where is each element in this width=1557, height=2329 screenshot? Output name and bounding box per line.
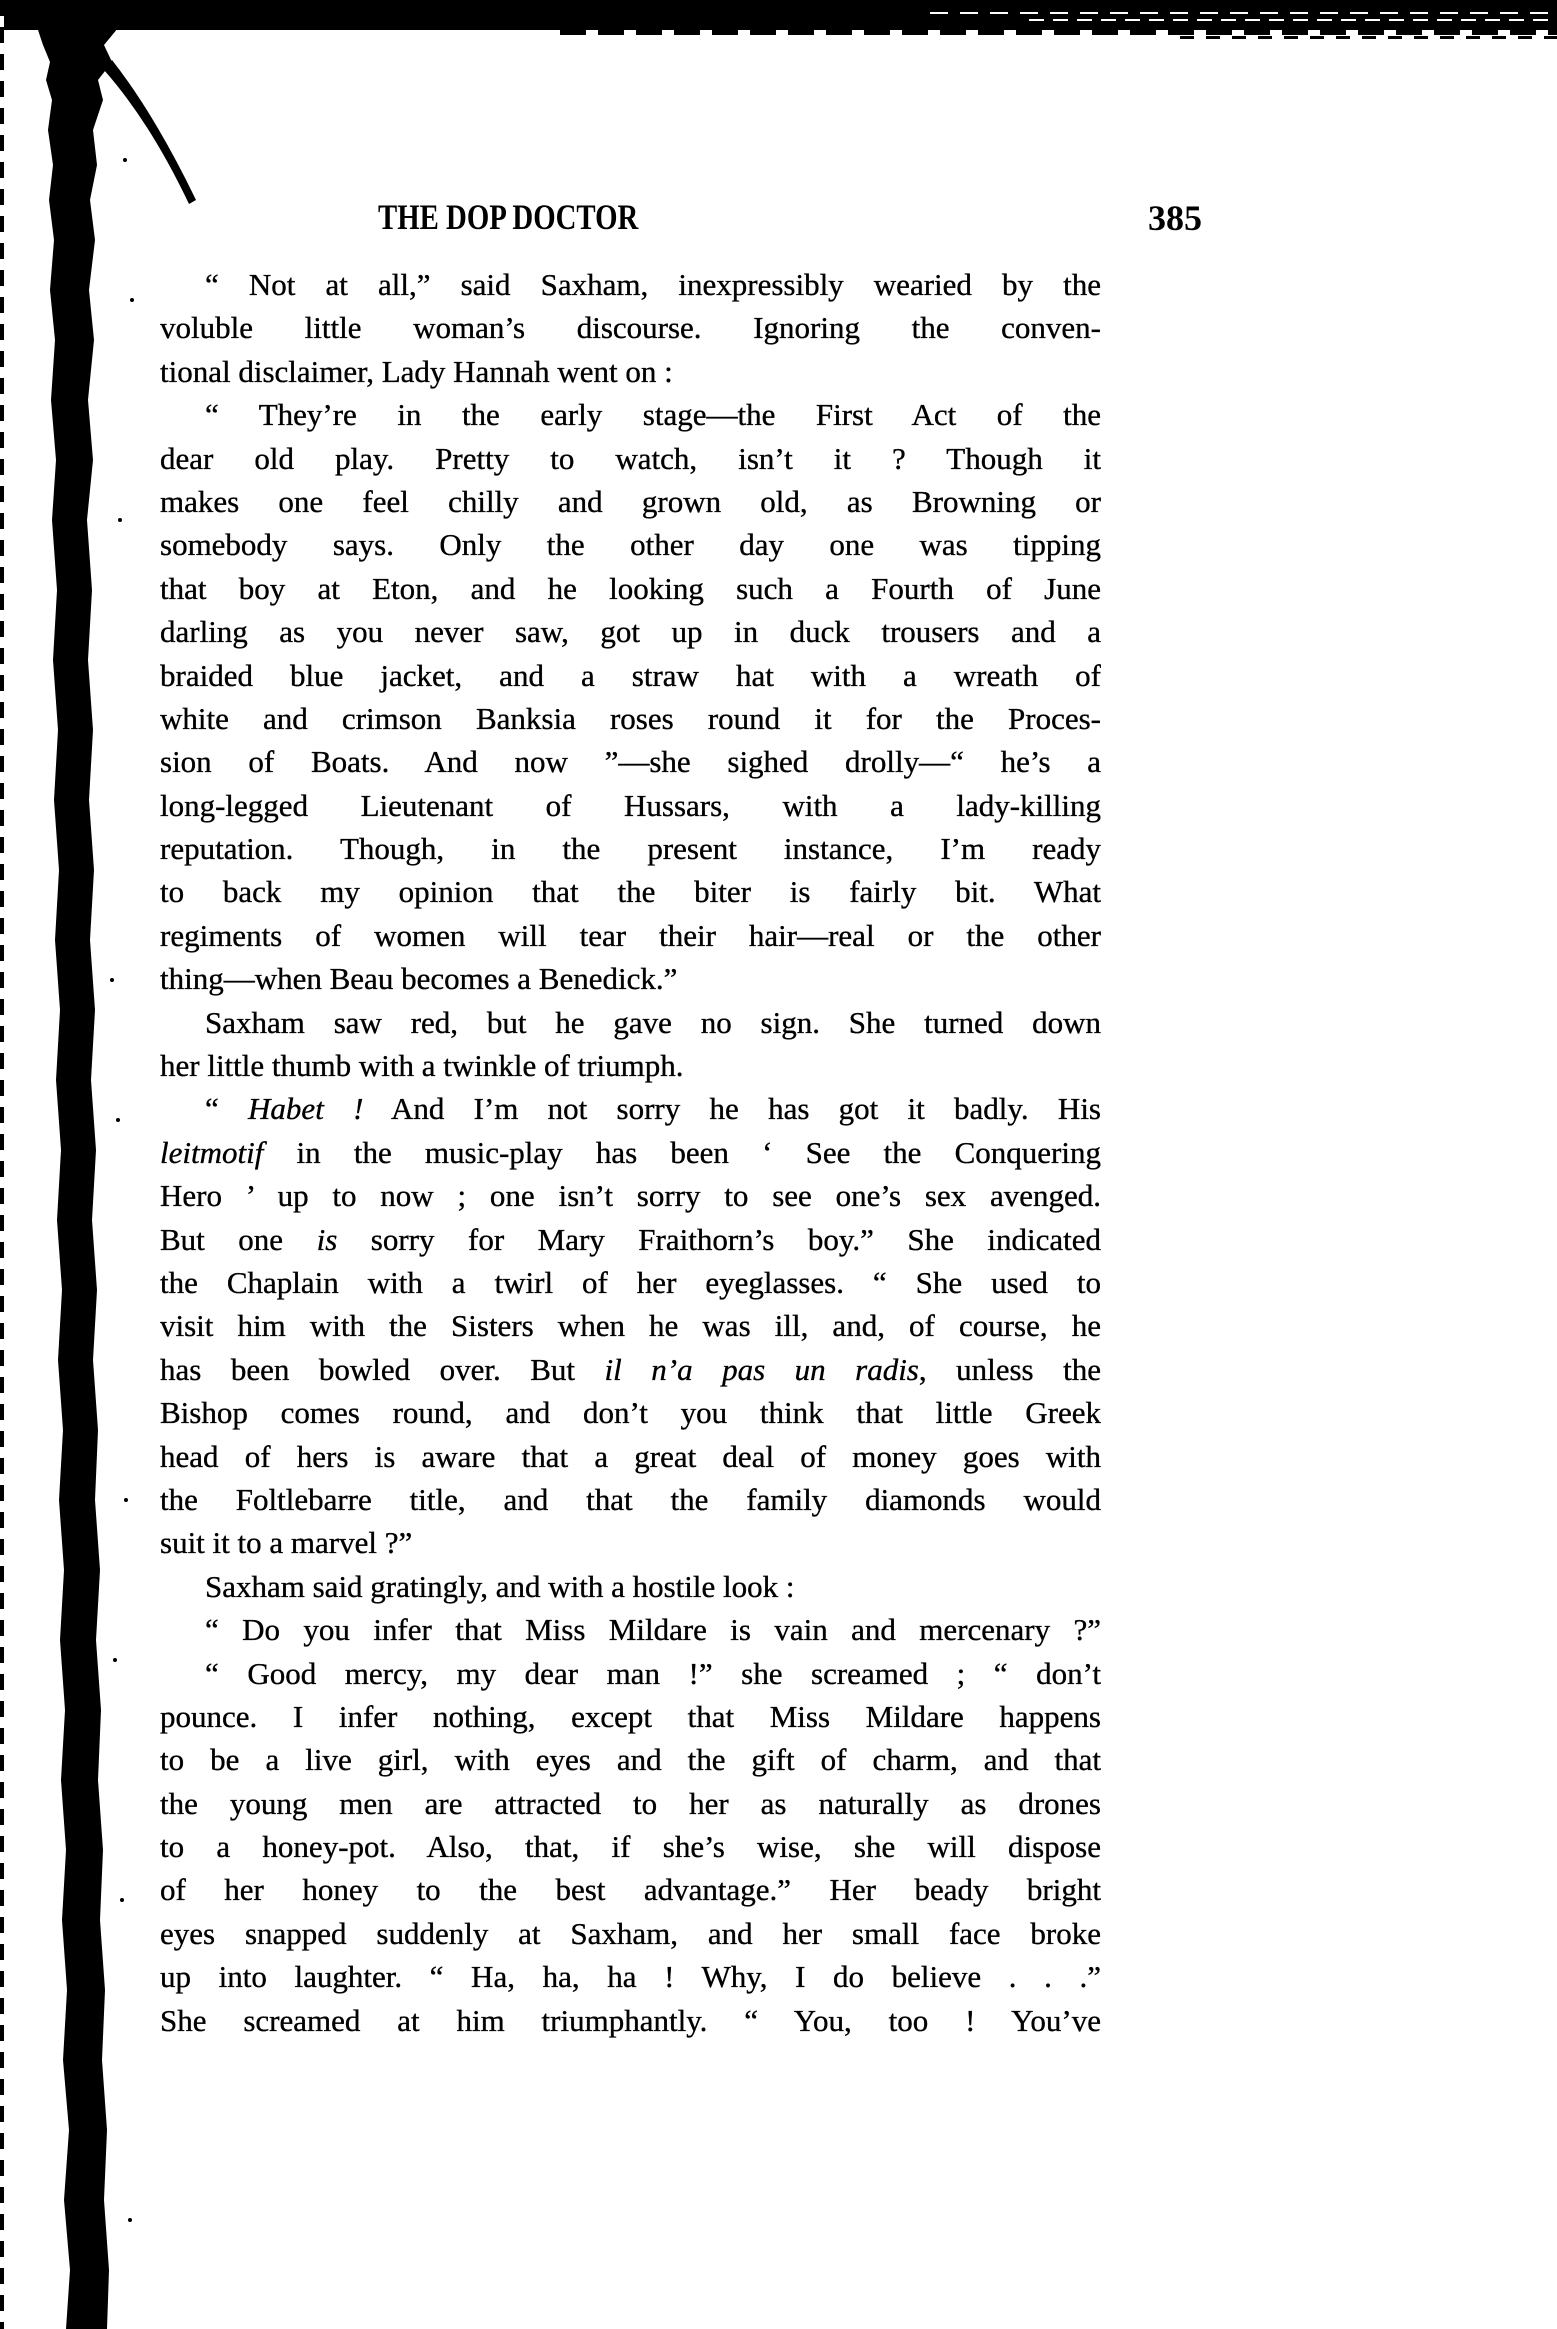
text-segment: “ They’re in the early stage—the First Act of the <box>205 397 1101 433</box>
text-segment: the Foltlebarre title, and that the family diamonds would <box>160 1481 1101 1517</box>
text-segment: “ Not at all,” said Saxham, inexpressibly wearied by the <box>205 267 1101 302</box>
text-segment: that boy at Eton, and he looking such a Fourth of June <box>160 570 1101 606</box>
text-segment: “ Do you infer that Miss Mildare is vain and mercenary ?” <box>205 1612 1101 1648</box>
text-segment: her little thumb with a twinkle of triumph. <box>160 1048 684 1084</box>
text-segment: dear old play. Pretty to watch, isn’t it ? Though it <box>160 440 1101 476</box>
italic-text-segment: leitmotif <box>160 1134 264 1170</box>
text-line <box>160 437 1101 480</box>
text-line <box>160 1348 1101 1391</box>
text-segment: sion of Boats. And now ”—she sighed drolly—“ he’s a <box>160 744 1101 780</box>
scan-top-white-streak <box>1020 19 1557 21</box>
text-segment: up into laughter. “ Ha, ha, ha ! Why, I do believe . . .” <box>160 1959 1101 1995</box>
text-line <box>160 480 1101 523</box>
text-line <box>160 1695 1101 1738</box>
scan-top-edge-ragged-artifact <box>560 29 1557 35</box>
text-line <box>160 827 1101 870</box>
text-segment: to be a live girl, with eyes and the gift of charm, and that <box>160 1742 1101 1778</box>
text-line <box>160 263 1101 306</box>
text-line <box>160 1608 1101 1651</box>
text-segment: darling as you never saw, got up in duck trousers and a <box>160 614 1101 650</box>
text-line <box>160 1087 1101 1130</box>
text-line <box>160 1131 1101 1174</box>
text-line <box>160 1782 1101 1825</box>
text-line <box>160 1478 1101 1521</box>
text-line <box>160 306 1101 349</box>
page-number: 385 <box>1148 198 1202 238</box>
text-segment: in the music-play has been ‘ See the Conquering <box>263 1134 1101 1170</box>
text-segment: Saxham said gratingly, and with a hostile look : <box>205 1568 795 1604</box>
text-segment: head of hers is aware that a great deal of money goes with <box>160 1438 1101 1474</box>
text-segment: sorry for Mary Fraithorn’s boy.” She indicated <box>337 1221 1101 1257</box>
page-header-title: THE DOP DOCTOR <box>378 197 639 237</box>
text-segment: And I’m not sorry he has got it badly. His <box>363 1091 1101 1127</box>
text-segment: long-legged Lieutenant of Hussars, with a lady-killing <box>160 787 1101 823</box>
text-segment: thing—when Beau becomes a Benedick.” <box>160 961 678 997</box>
text-line <box>160 1261 1101 1304</box>
text-segment: visit him with the Sisters when he was ill, and, of course, he <box>160 1308 1101 1344</box>
text-line <box>160 1044 1101 1087</box>
text-segment: , unless the <box>918 1351 1101 1387</box>
text-line <box>160 1304 1101 1347</box>
text-line <box>160 523 1101 566</box>
text-line <box>160 610 1101 653</box>
text-segment: pounce. I infer nothing, except that Miss Mildare happens <box>160 1698 1101 1734</box>
page-text-block <box>160 263 1101 2042</box>
text-line <box>160 1825 1101 1868</box>
text-segment: of her honey to the best advantage.” Her beady bright <box>160 1872 1101 1908</box>
italic-text-segment: Habet ! <box>248 1091 364 1127</box>
text-line <box>160 567 1101 610</box>
text-segment: makes one feel chilly and grown old, as Browning or <box>160 483 1101 519</box>
text-line <box>160 1218 1101 1261</box>
text-segment: the young men are attracted to her as naturally as drones <box>160 1785 1101 1821</box>
text-segment: But one <box>160 1221 317 1257</box>
text-line <box>160 393 1101 436</box>
text-segment: Bishop comes round, and don’t you think that little Greek <box>160 1395 1101 1431</box>
italic-text-segment: is <box>316 1221 338 1257</box>
text-line <box>160 784 1101 827</box>
text-segment: She screamed at him triumphantly. “ You, too ! You’ve <box>160 2002 1101 2038</box>
text-line <box>160 1652 1101 1695</box>
text-line <box>160 914 1101 957</box>
text-segment: braided blue jacket, and a straw hat with a wreath of <box>160 657 1101 693</box>
text-segment: has been bowled over. But <box>160 1351 605 1387</box>
text-segment: Saxham saw red, but he gave no sign. She turned down <box>205 1004 1101 1040</box>
text-segment: reputation. Though, in the present instance, I’m ready <box>160 831 1101 867</box>
text-line <box>160 1738 1101 1781</box>
text-segment: voluble little woman’s discourse. Ignoring the conven- <box>160 310 1101 346</box>
text-line <box>160 1174 1101 1217</box>
scan-top-edge-artifact <box>0 0 1557 30</box>
text-line <box>160 1999 1101 2042</box>
text-segment: “ <box>205 1091 249 1127</box>
text-line <box>160 1868 1101 1911</box>
text-line <box>160 654 1101 697</box>
text-line <box>160 1391 1101 1434</box>
text-line <box>160 350 1101 393</box>
text-segment: suit it to a marvel ?” <box>160 1525 413 1561</box>
scan-top-edge-dash-artifact <box>1180 36 1557 39</box>
text-segment: regiments of women will tear their hair—real or the other <box>160 917 1101 953</box>
text-segment: the Chaplain with a twirl of her eyeglasses. “ She used to <box>160 1264 1101 1300</box>
text-segment: to back my opinion that the biter is fairly bit. What <box>160 874 1101 910</box>
text-line <box>160 1001 1101 1044</box>
text-segment: to a honey-pot. Also, that, if she’s wise, she will dispose <box>160 1829 1101 1865</box>
text-line <box>160 740 1101 783</box>
text-segment: Hero ’ up to now ; one isn’t sorry to see one’s sex avenged. <box>160 1178 1101 1214</box>
text-segment: “ Good mercy, my dear man !” she screamed ; “ don’t <box>205 1655 1101 1691</box>
text-line <box>160 870 1101 913</box>
italic-text-segment: il n’a pas un radis <box>604 1351 919 1387</box>
text-line <box>160 1955 1101 1998</box>
text-line <box>160 697 1101 740</box>
text-line <box>160 1912 1101 1955</box>
text-segment: somebody says. Only the other day one was tipping <box>160 527 1101 563</box>
scan-top-white-streak <box>930 12 1557 14</box>
text-segment: eyes snapped suddenly at Saxham, and her small face broke <box>160 1915 1101 1951</box>
text-line <box>160 957 1101 1000</box>
text-line <box>160 1435 1101 1478</box>
text-line <box>160 1565 1101 1608</box>
text-line <box>160 1521 1101 1564</box>
text-segment: tional disclaimer, Lady Hannah went on : <box>160 353 673 389</box>
text-segment: white and crimson Banksia roses round it for the Proces- <box>160 700 1101 736</box>
